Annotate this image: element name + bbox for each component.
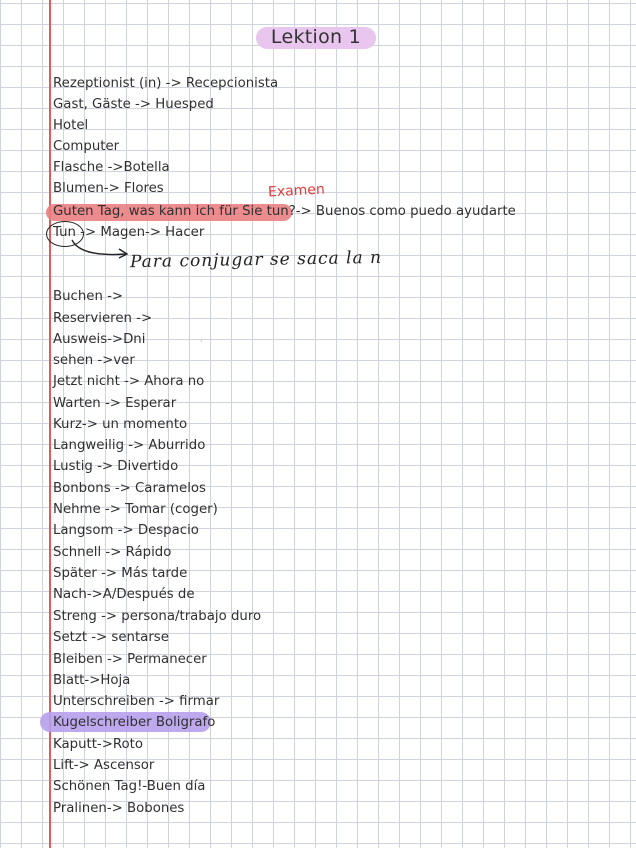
list-item: Buchen -> [53,289,124,304]
list-item: sehen ->ver [53,353,135,368]
title-block [256,27,376,49]
list-item: Gast, Gäste -> Huesped [53,97,214,112]
list-item: Computer [53,139,120,154]
list-item: Nach->A/Después de [53,587,195,602]
list-item: Warten -> Esperar [53,396,177,411]
list-item: Ausweis->Dni [53,332,146,347]
list-item: Blatt->Hoja [53,673,131,688]
list-item: Guten Tag, was kann ich für Sie tun?-> Buenos como puedo ayudarte [53,204,516,219]
list-item: Kugelschreiber Boligrafo [53,715,216,730]
list-item: Jetzt nicht -> Ahora no [53,374,205,389]
list-item: Schnell -> Rápido [53,545,172,560]
list-item: Nehme -> Tomar (coger) [53,502,218,517]
list-item: Langweilig -> Aburrido [53,438,206,453]
list-item: Lustig -> Divertido [53,459,179,474]
list-item: Bleiben -> Permanecer [53,652,207,667]
list-item: Kurz-> un momento [53,417,188,432]
list-item: Flasche ->Botella [53,160,170,175]
list-item: Lift-> Ascensor [53,758,155,773]
list-item: Kaputt->Roto [53,737,143,752]
list-item: Reservieren -> [53,311,153,326]
list-item: Setzt -> sentarse [53,630,169,645]
stray-mark: · [200,337,203,346]
examen-annotation: Examen [267,181,326,201]
page-title: Lektion 1 [270,26,362,48]
list-item: Rezeptionist (in) -> Recepcionista [53,76,279,91]
list-item: Langsom -> Despacio [53,523,199,538]
list-item: Streng -> persona/trabajo duro [53,609,262,624]
list-item: Später -> Más tarde [53,566,188,581]
list-item: Tun -> Magen-> Hacer [53,225,205,240]
list-item: Unterschreiben -> firmar [53,694,220,709]
list-item: Bonbons -> Caramelos [53,481,206,496]
list-item: Schönen Tag!-Buen día [53,779,206,794]
list-item: Pralinen-> Bobones [53,801,185,816]
handwritten-note: Para conjugar se saca la n [129,247,383,273]
list-item: Blumen-> Flores [53,181,164,196]
list-item: Hotel [53,118,89,133]
